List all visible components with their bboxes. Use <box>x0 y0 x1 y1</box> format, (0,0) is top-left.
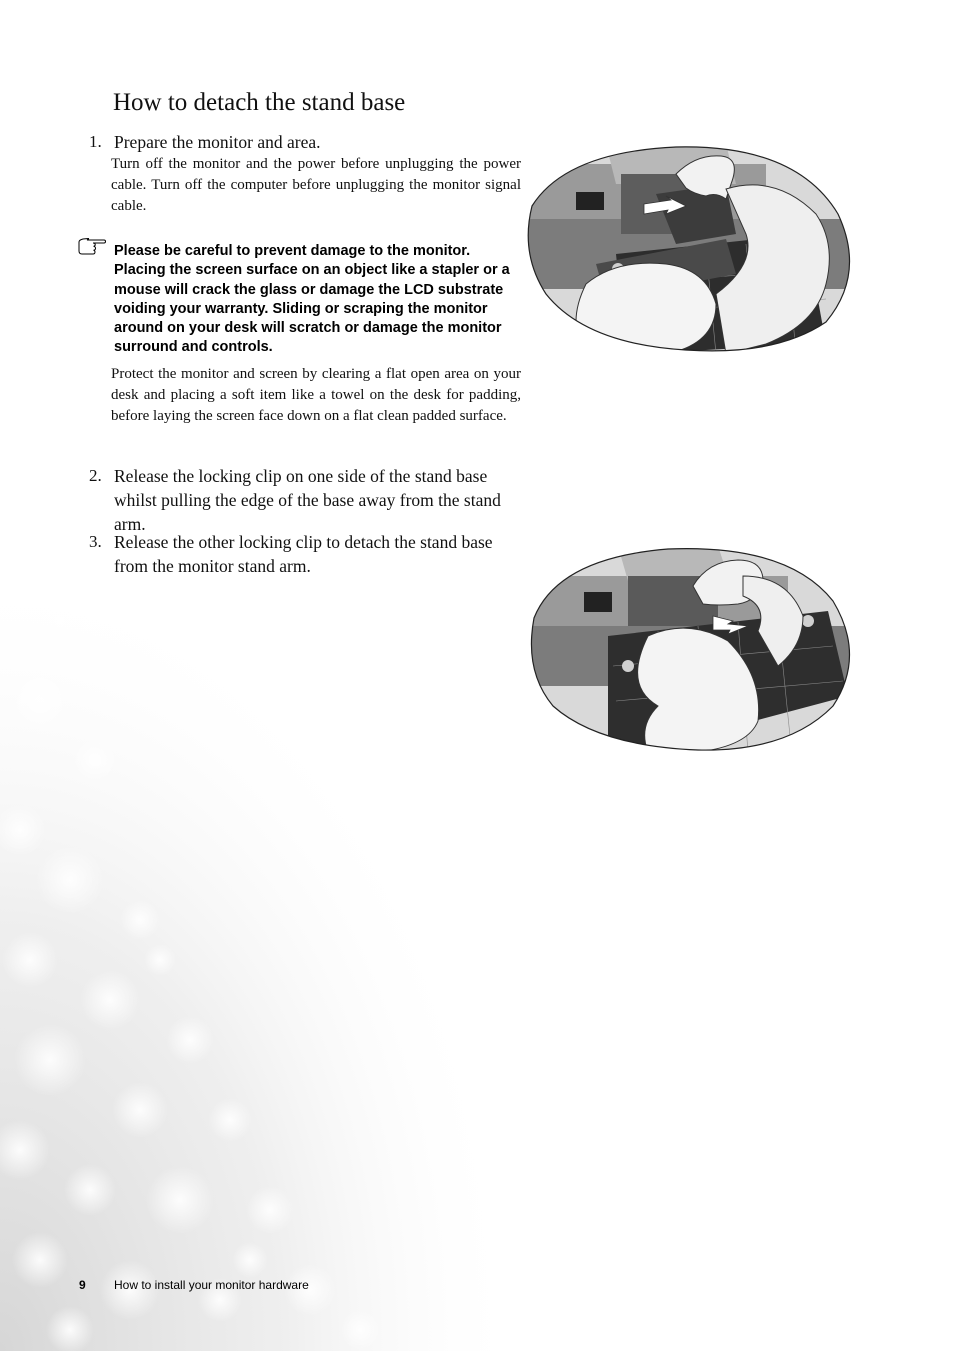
step-1-number: 1. <box>89 132 102 151</box>
page-title: How to detach the stand base <box>113 89 406 116</box>
page-number: 9 <box>79 1278 86 1292</box>
step-1-text: Prepare the monitor and area. <box>114 132 321 152</box>
step-3-text: Release the other locking clip to detach the stand base from the monitor stand arm. <box>114 532 493 576</box>
pointing-hand-icon <box>78 238 106 256</box>
footer-section-title: How to install your monitor hardware <box>114 1278 309 1292</box>
detach-clip-illustration-1 <box>526 144 854 354</box>
step-1-detail: Turn off the monitor and the power before unplugging the power cable. Turn off the computer before unplugging the monitor signal cable. <box>111 156 521 214</box>
protect-paragraph: Protect the monitor and screen by clearing a flat open area on your desk and placing a soft item like a towel on the desk for padding, before laying the screen face down on a flat clean padded surface. <box>111 366 521 424</box>
step-2-text: Release the locking clip on one side of the stand base whilst pulling the edge of the base away from the stand arm. <box>114 466 501 534</box>
step-2-number: 2. <box>89 466 102 485</box>
warning-note: Please be careful to prevent damage to the monitor. Placing the screen surface on an object like a stapler or a mouse will crack the glass or damage the LCD substrate voiding your warranty. Sliding or scraping the monitor around on your desk will scratch or damage the monitor surround and controls. <box>114 243 510 356</box>
step-3-number: 3. <box>89 532 102 551</box>
detach-clip-illustration-2 <box>528 546 856 752</box>
